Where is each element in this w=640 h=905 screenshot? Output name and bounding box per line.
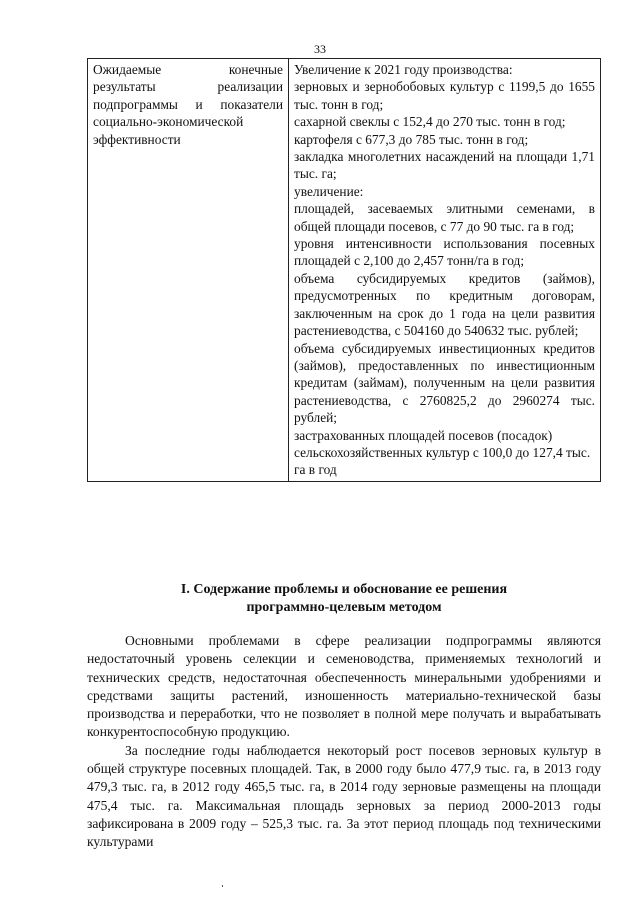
row-value-cell: [289, 59, 601, 482]
row-label: Ожидаемые конечные результаты реализации подпрограммы и показатели социально-экономической эффективности: [93, 62, 283, 147]
result-paragraph: застрахованных площадей посевов (посадок) сельскохозяйственных культур с 100,0 до 127,4 тыс. га в год: [294, 427, 591, 478]
result-paragraph: площадей, засеваемых элитными семенами, в общей площади посевов, с 77 до 90 тыс. га в год;: [294, 201, 595, 234]
section-title-line: программно-целевым методом: [246, 600, 442, 615]
section-title-line: I. Содержание проблемы и обоснование ее решения: [180, 582, 508, 597]
result-paragraph: увеличение:: [294, 183, 364, 199]
scan-mark: [222, 885, 223, 887]
result-paragraph: картофеля с 677,3 до 785 тыс. тонн в год;: [294, 131, 529, 147]
row-label-cell: [88, 59, 289, 482]
result-paragraph: сахарной свеклы с 152,4 до 270 тыс. тонн в год;: [294, 114, 566, 130]
result-paragraph: Увеличение к 2021 году производства:: [294, 62, 513, 77]
result-paragraph: объема субсидируемых инвестиционных кредитов (займов), предоставленных по инвестиционным кредитам (займам), полученным на цели развития растениеводства, с 2760825,2 до 2960274 тыс. рублей;: [294, 340, 595, 426]
body-text: [87, 632, 601, 852]
body-paragraph: Основными проблемами в сфере реализации подпрограммы являются недостаточный уровень селекции и семеноводства, применяемых технологий и технических средств, недостаточная обеспеченность минеральными удобрениями и средствами защиты растений, изношенность материально-технической базы производства и переработки, что не позволяет в полной мере получать и вырабатывать конкурентоспособную продукцию.: [87, 633, 601, 740]
section-title: [87, 581, 601, 617]
result-paragraph: зерновых и зернобобовых культур с 1199,5 до 1655 тыс. тонн в год;: [294, 79, 595, 112]
body-paragraph: За последние годы наблюдается некоторый рост посевов зерновых культур в общей структуре посевных площадей. Так, в 2000 году было 477,9 тыс. га, в 2013 году 479,3 тыс. га, в 2012 году 465,5 тыс. га, в 2014 году зерновые размещены на площади 475,4 тыс. га. Максимальная площадь зерновых за период 2000-2013 годы зафиксирована в 2009 году – 525,3 тыс. га. За этот период площадь под техническими культурами: [87, 742, 601, 850]
result-paragraph: объема субсидируемых кредитов (займов), предусмотренных по кредитным договорам, заключенным на срок до 1 года на цели развития растениеводства, с 504160 до 540632 тыс. рублей;: [294, 270, 595, 339]
table-row: [88, 59, 601, 482]
result-paragraph: уровня интенсивности использования посевных площадей с 2,100 до 2,457 тонн/га в год;: [294, 236, 595, 269]
page-number: 33: [314, 42, 326, 56]
passport-table: [87, 58, 601, 482]
result-paragraph: закладка многолетних насаждений на площади 1,71 тыс. га;: [294, 149, 595, 182]
